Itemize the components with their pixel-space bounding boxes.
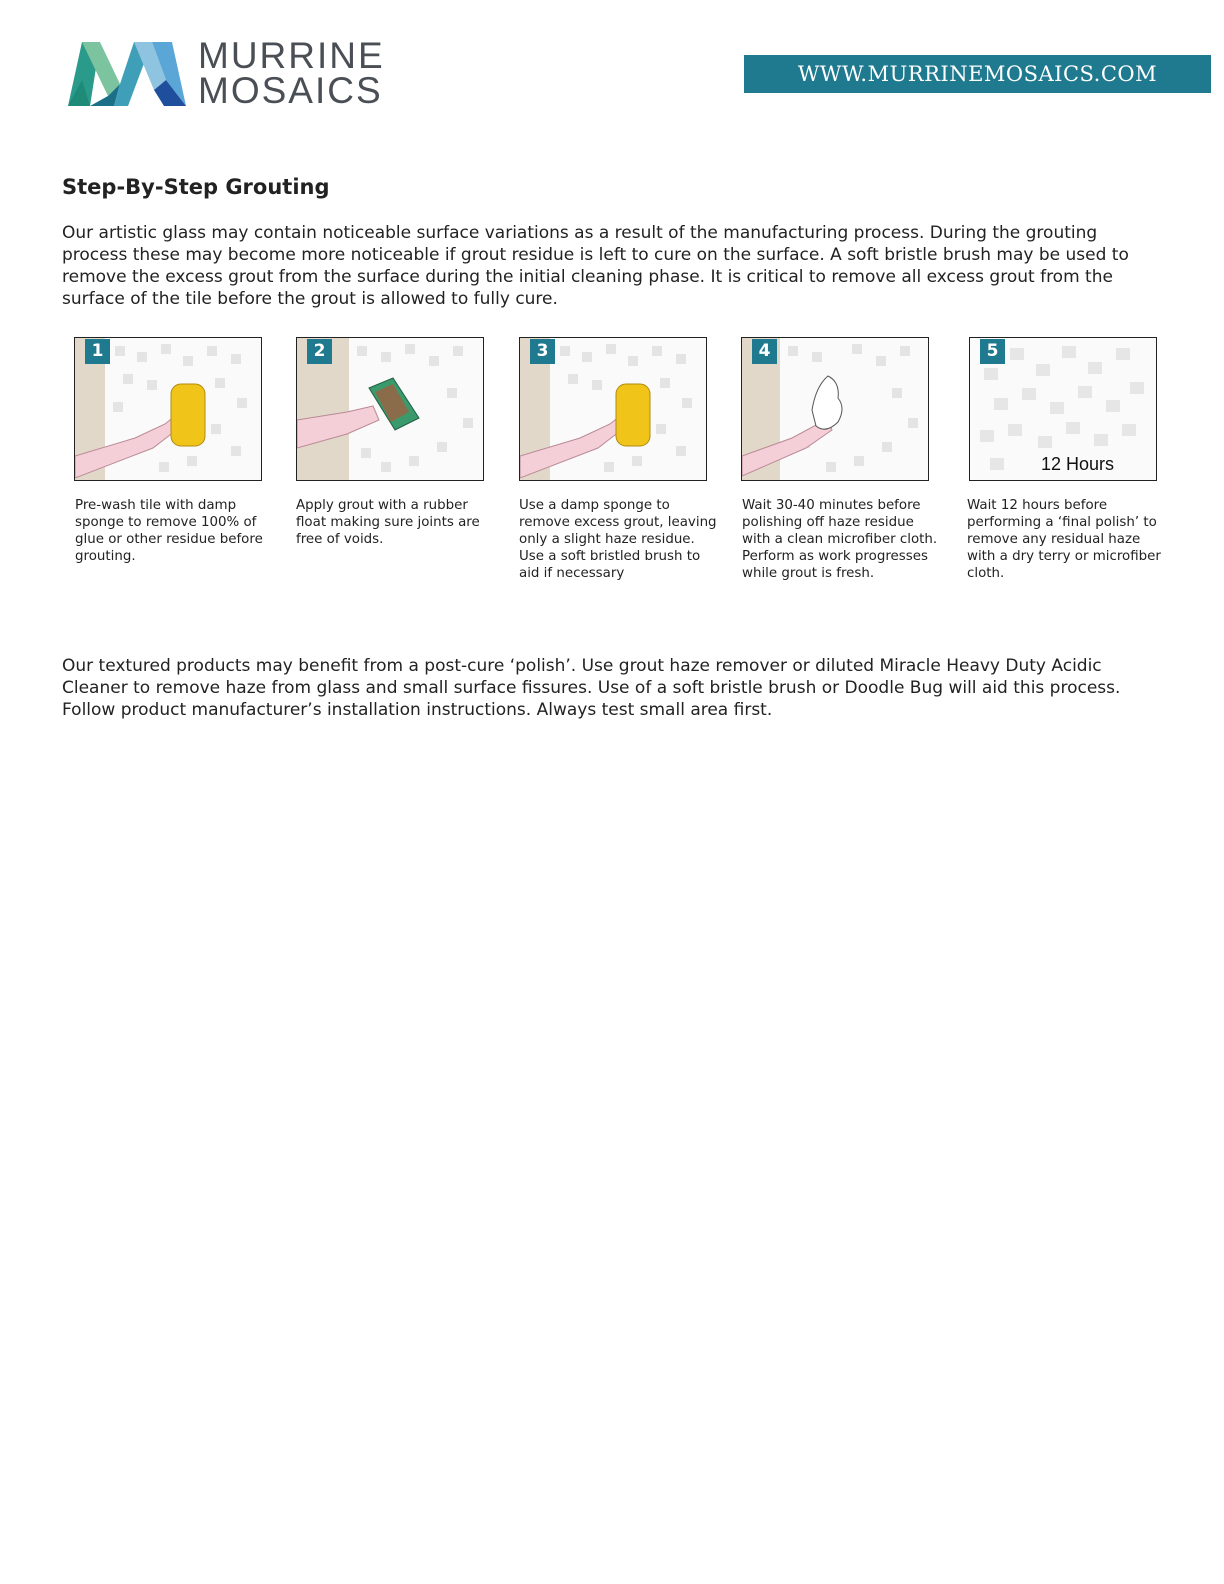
step-3-badge: 3 (530, 339, 555, 364)
step-3-caption: Use a damp sponge to remove excess grout, leaving only a slight haze residue. Use a soft bristled brush to aid if necessary (519, 498, 717, 581)
brand-name (198, 35, 385, 111)
outro-paragraph: Our textured products may benefit from a post-cure ‘polish’. Use grout haze remover or diluted Miracle Heavy Duty Acidic Cleaner to remove haze from glass and small surface fissures. Use of a soft bristle brush or Doodle Bug will aid this process. Follow product manufacturer’s installation instructions. Always test small area first. (62, 656, 1121, 720)
step-2-badge: 2 (307, 339, 332, 364)
step-5-caption: Wait 12 hours before performing a ‘final polish’ to remove any residual haze with a dry terry or microfiber cloth. (967, 498, 1161, 581)
brand-line-2: MOSAICS (198, 70, 383, 111)
website-banner[interactable]: WWW.MURRINEMOSAICS.COM (744, 55, 1211, 93)
step-3-illustration (519, 337, 707, 481)
step-4-caption: Wait 30-40 minutes before polishing off haze residue with a clean microfiber cloth. Perform as work progresses while grout is fresh. (742, 498, 938, 581)
brand-logo (68, 35, 388, 111)
step-2-caption: Apply grout with a rubber float making sure joints are free of voids. (296, 498, 480, 547)
step-5-badge: 5 (980, 339, 1005, 364)
step-1-illustration (74, 337, 262, 481)
murrine-m-logo-icon (68, 40, 186, 108)
step-1-badge: 1 (85, 339, 110, 364)
step-2-illustration (296, 337, 484, 481)
step-1-caption: Pre-wash tile with damp sponge to remove 100% of glue or other residue before grouting. (75, 498, 263, 564)
clock-icon-label: 12 Hours (1040, 454, 1114, 474)
page-title: Step-By-Step Grouting (62, 175, 330, 199)
step-5-illustration (969, 337, 1157, 481)
step-4-illustration (741, 337, 929, 481)
step-4-badge: 4 (752, 339, 777, 364)
intro-paragraph: Our artistic glass may contain noticeable surface variations as a result of the manufacturing process. During the grouting process these may become more noticeable if grout residue is left to cure on the surface. A soft bristle brush may be used to remove the excess grout from the surface during the initial cleaning phase. It is critical to remove all excess grout from the surface of the tile before the grout is allowed to fully cure. (62, 223, 1129, 309)
brand-line-1: MURRINE (198, 35, 385, 76)
